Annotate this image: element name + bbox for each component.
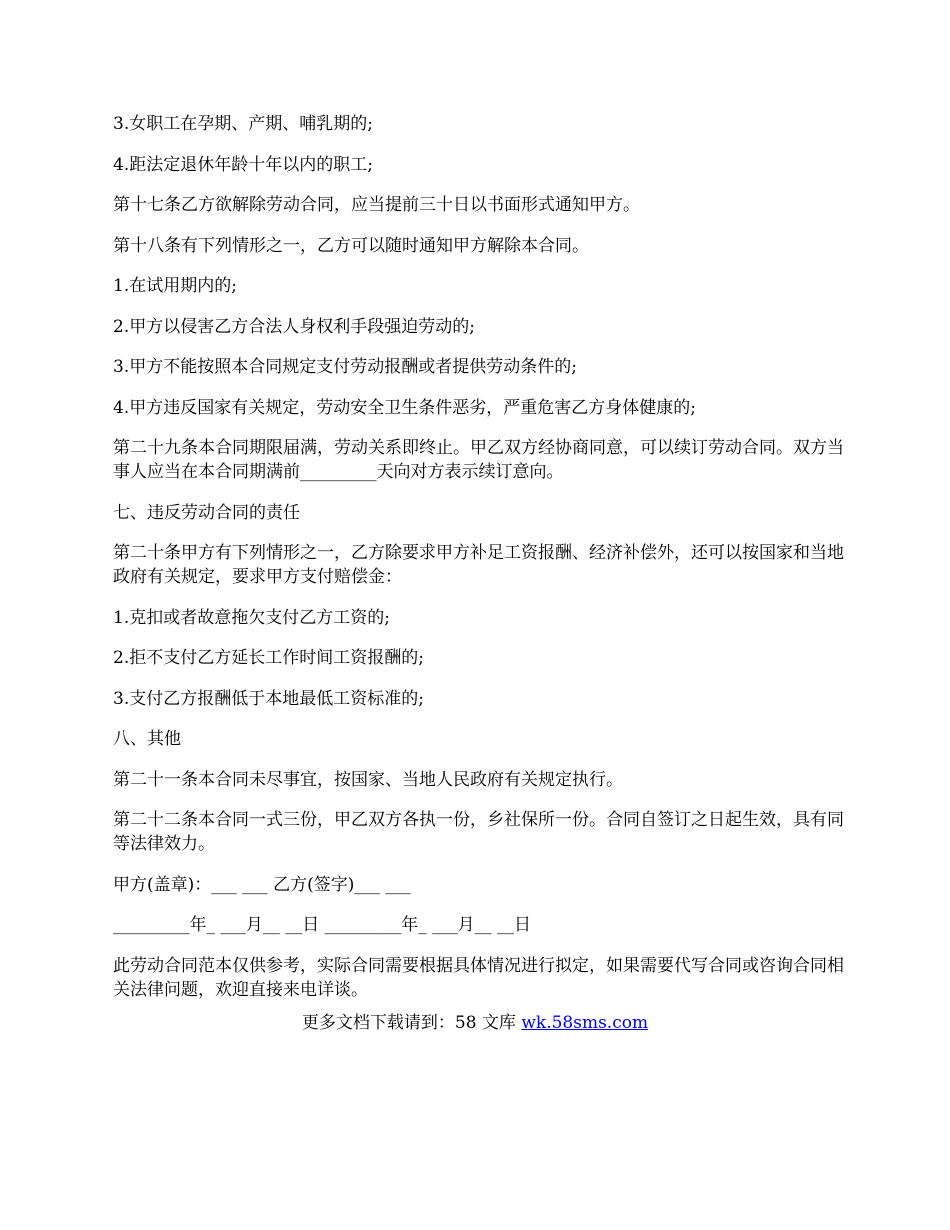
list-item: 3.甲方不能按照本合同规定支付劳动报酬或者提供劳动条件的; [113, 357, 577, 377]
disclaimer-paragraph: 此劳动合同范本仅供参考，实际合同需要根据具体情况进行拟定，如果需要代写合同或咨询合同相关法律问题，欢迎直接来电详谈。 [113, 955, 844, 1000]
article-21-paragraph: 第二十一条本合同未尽事宜，按国家、当地人民政府有关规定执行。 [113, 769, 623, 790]
article-18-paragraph: 第十八条有下列情形之一，乙方可以随时通知甲方解除本合同。 [113, 235, 589, 256]
list-item: 2.拒不支付乙方延长工作时间工资报酬的; [113, 648, 424, 668]
footer-link[interactable]: wk.58sms.com [521, 1013, 649, 1033]
section-heading-7: 七、违反劳动合同的责任 [113, 502, 300, 523]
list-item: 2.甲方以侵害乙方合法人身权利手段强迫劳动的; [113, 316, 475, 337]
document-body [113, 112, 853, 1018]
signature-line: 甲方(盖章)：___ ___ 乙方(签字)___ ___ [113, 874, 411, 895]
article-20-paragraph: 第二十条甲方有下列情形之一，乙方除要求甲方补足工资报酬、经济补偿外，还可以按国家和当地政府有关规定，要求甲方支付赔偿金： [113, 543, 844, 587]
footer [0, 1011, 950, 1035]
list-item: 4.甲方违反国家有关规定，劳动安全卫生条件恶劣，严重危害乙方身体健康的; [113, 397, 696, 418]
footer-text: 更多文档下载请到：58 文库 [301, 1013, 522, 1033]
list-item: 3.女职工在孕期、产期、哺乳期的; [113, 114, 373, 134]
article-17-paragraph: 第十七条乙方欲解除劳动合同，应当提前三十日以书面形式通知甲方。 [113, 195, 640, 215]
article-22-paragraph: 第二十二条本合同一式三份，甲乙双方各执一份，乡社保所一份。合同自签订之日起生效，具有同等法律效力。 [113, 810, 844, 854]
date-line: _________年_ ___月__ __日 _________年_ ___月__ __日 [113, 915, 532, 935]
list-item: 1.在试用期内的; [113, 276, 237, 296]
list-item: 3.支付乙方报酬低于本地最低工资标准的; [113, 688, 424, 709]
list-item: 1.克扣或者故意拖欠支付乙方工资的; [113, 607, 390, 628]
section-heading-8: 八、其他 [113, 729, 181, 749]
article-29-paragraph: 第二十九条本合同期限届满，劳动关系即终止。甲乙双方经协商同意，可以续订劳动合同。双方当事人应当在本合同期满前_________天向对方表示续订意向。 [113, 438, 844, 482]
list-item: 4.距法定退休年龄十年以内的职工; [113, 154, 373, 175]
